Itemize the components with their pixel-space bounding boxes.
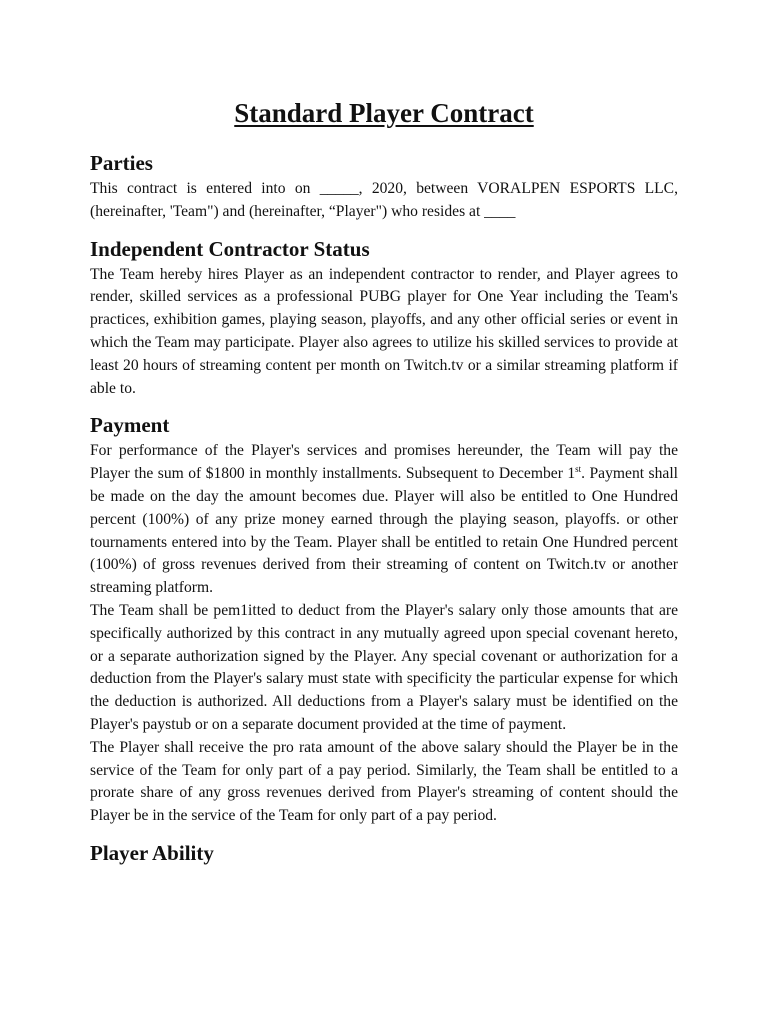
section-player-ability [90,840,678,866]
document-title: Standard Player Contract [234,98,534,128]
section-payment [90,412,678,828]
payment-p1-end: . Payment shall be made on the day the amount becomes due. Player will also be entitled to One Hundred percent (100%) of any prize money earned through the playing season, playoffs. or other tournaments entered into by the Team. Player shall be entitled to retain One Hundred percent (100%) of gross revenues derived from their streaming of content on Twitch.tv or another streaming platform. [90,465,678,597]
section-parties [90,150,678,224]
contract-page [90,96,678,878]
payment-p1-start: For performance of the Player's services and promises hereunder, the Team will pay the Player the sum of $1800 in monthly installments. Subsequent to December 1 [90,442,678,483]
payment-paragraph-2: The Team shall be pem1itted to deduct from the Player's salary only those amounts that are specifically authorized by this contract in any mutually agreed upon special covenant hereto, or a separate authorization signed by the Player. Any special covenant or authorization for a deduction from the Player's salary must state with specificity the particular expense for which the deduction is authorized. All deductions from a Player's salary must be identified on the Player's paystub or on a separate document provided at the time of payment. [90,601,678,733]
payment-paragraph-1 [90,440,678,600]
heading-payment: Payment [90,413,170,438]
independent-contractor-text: The Team hereby hires Player as an independent contractor to render, and Player agrees to render, skilled services as a professional PUBG player for One Year including the Team's practices, exhibition games, playing season, playoffs, and any other official series or event in which the Team may participate. Player also agrees to utilize his skilled services to provide at least 20 hours of streaming content per month on Twitch.tv or a similar streaming platform if able to. [90,265,678,397]
parties-text: This contract is entered into on _____, 2020, between VORALPEN ESPORTS LLC, (hereinafter, 'Team") and (hereinafter, “Player") who resides at ____ [90,180,678,220]
heading-parties: Parties [90,151,153,175]
payment-paragraph-3: The Player shall receive the pro rata amount of the above salary should the Player be in the service of the Team for only part of a pay period. Similarly, the Team shall be entitled to a prorate share of any gross revenues derived from Player's streaming of content should the Player be in the service of the Team for only part of a pay period. [90,738,678,825]
payment-p1-superscript: st [575,463,582,474]
heading-independent-contractor: Independent Contractor Status [90,236,370,261]
section-independent-contractor [90,236,678,401]
heading-player-ability: Player Ability [90,840,214,865]
